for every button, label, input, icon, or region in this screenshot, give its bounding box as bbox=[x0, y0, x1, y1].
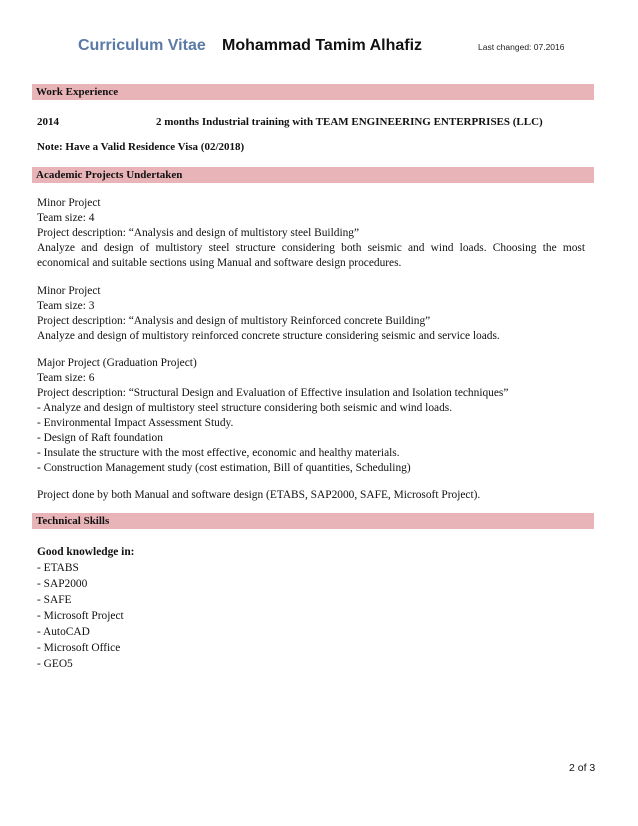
skill-item: - GEO5 bbox=[37, 658, 73, 670]
project-2-title: Minor Project bbox=[37, 285, 101, 297]
visa-note: Note: Have a Valid Residence Visa (02/2018) bbox=[37, 141, 245, 153]
skill-item: - Microsoft Office bbox=[37, 642, 121, 654]
skill-item: - ETABS bbox=[37, 562, 79, 574]
project-3-bullet: - Analyze and design of multistory steel structure considering both seismic and wind loads. bbox=[37, 402, 453, 414]
section-heading-technical-skills: Technical Skills bbox=[32, 513, 594, 529]
project-1-team: Team size: 4 bbox=[37, 212, 95, 224]
skill-item: - SAP2000 bbox=[37, 578, 88, 590]
project-2-team: Team size: 3 bbox=[37, 300, 95, 312]
section-heading-work-experience: Work Experience bbox=[32, 84, 594, 100]
project-3-title: Major Project (Graduation Project) bbox=[37, 357, 197, 369]
page-number: 2 of 3 bbox=[569, 762, 596, 774]
skills-subheading: Good knowledge in: bbox=[37, 546, 135, 558]
section-heading-academic-projects: Academic Projects Undertaken bbox=[32, 167, 594, 183]
project-2-description: Project description: “Analysis and design of multistory Reinforced concrete Building” bbox=[37, 315, 431, 327]
skill-item: - Microsoft Project bbox=[37, 610, 124, 622]
project-1-detail: Analyze and design of multistory steel structure considering both seismic and wind loads. Choosing the most economical and suitable sections using Manual and software design procedures. bbox=[37, 242, 585, 269]
skill-item: - SAFE bbox=[37, 594, 72, 606]
skill-item: - AutoCAD bbox=[37, 626, 90, 638]
cv-label: Curriculum Vitae bbox=[78, 37, 206, 54]
project-1-title: Minor Project bbox=[37, 197, 101, 209]
last-changed: Last changed: 07.2016 bbox=[478, 42, 565, 52]
cv-header bbox=[0, 37, 638, 57]
cv-name: Mohammad Tamim Alhafiz bbox=[222, 37, 423, 54]
projects-closing: Project done by both Manual and software design (ETABS, SAP2000, SAFE, Microsoft Project). bbox=[37, 489, 481, 501]
work-description: 2 months Industrial training with TEAM ENGINEERING ENTERPRISES (LLC) bbox=[156, 116, 543, 128]
project-3-bullet: - Environmental Impact Assessment Study. bbox=[37, 417, 234, 429]
project-3-bullet: - Construction Management study (cost estimation, Bill of quantities, Scheduling) bbox=[37, 462, 411, 474]
project-1-description: Project description: “Analysis and design of multistory steel Building” bbox=[37, 227, 360, 239]
project-3-bullet: - Insulate the structure with the most effective, economic and healthy materials. bbox=[37, 447, 400, 459]
project-2-detail: Analyze and design of multistory reinforced concrete structure considering seismic and service loads. bbox=[37, 330, 500, 342]
project-3-description: Project description: “Structural Design and Evaluation of Effective insulation and Isolation techniques” bbox=[37, 387, 509, 399]
project-3-bullet: - Design of Raft foundation bbox=[37, 432, 163, 444]
work-year: 2014 bbox=[37, 116, 59, 128]
project-3-team: Team size: 6 bbox=[37, 372, 95, 384]
